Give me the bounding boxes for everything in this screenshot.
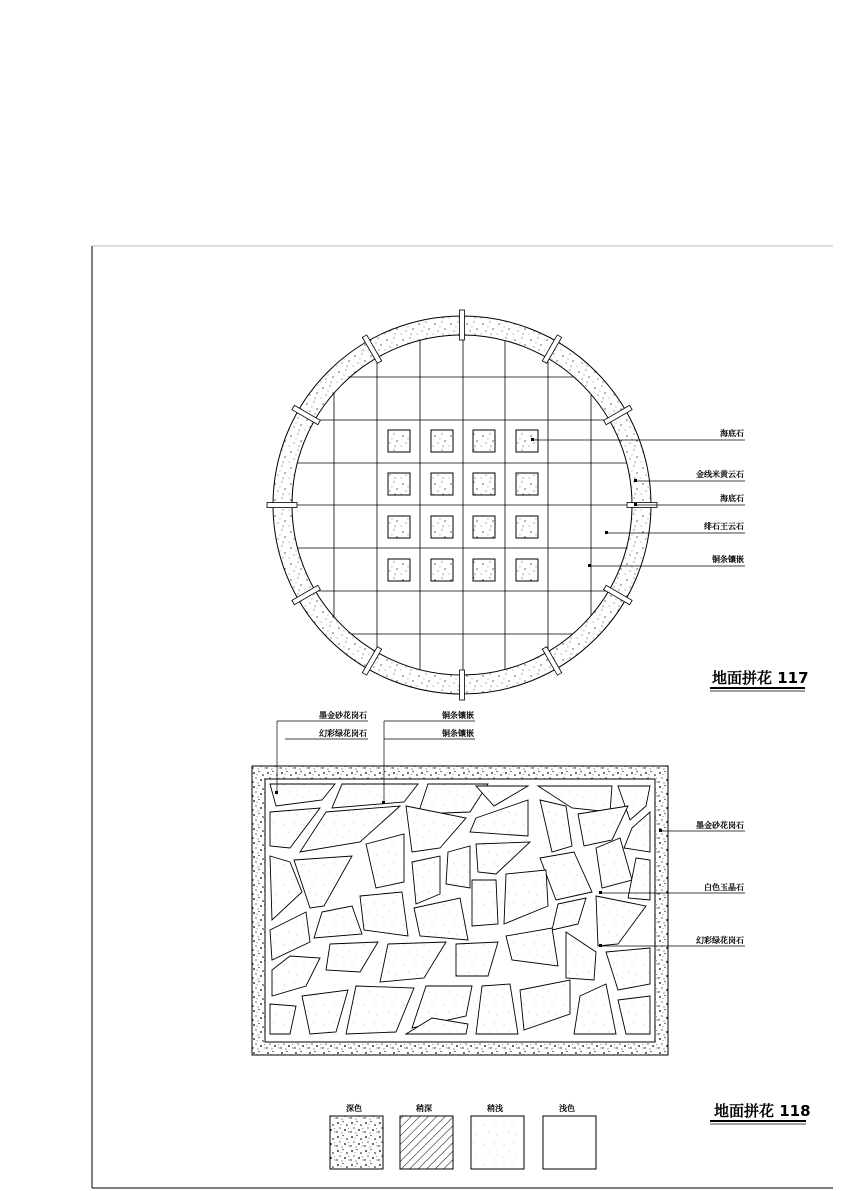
label-118-right-3: 幻彩绿花岗石 xyxy=(696,936,744,945)
inlay-tile xyxy=(473,559,495,581)
brass-strip xyxy=(460,310,465,340)
legend-label-3: 稍浅 xyxy=(487,1104,503,1113)
inlay-tile xyxy=(516,473,538,495)
inlay-tile xyxy=(473,473,495,495)
inlay-tile xyxy=(473,516,495,538)
label-118-top-4: 铜条镶嵌 xyxy=(442,729,474,738)
title-117: 地面拼花 117 xyxy=(712,669,809,687)
paving-stone xyxy=(472,880,498,926)
legend-swatch-light xyxy=(471,1116,524,1169)
brass-strip xyxy=(267,503,297,508)
label-118-top-2: 幻彩绿花岗石 xyxy=(319,729,367,738)
legend-swatch-hatch xyxy=(400,1116,453,1169)
brass-strip-body xyxy=(460,670,465,700)
inlay-tile xyxy=(516,559,538,581)
inlay-tile xyxy=(516,430,538,452)
label-117-4: 绯石王云石 xyxy=(704,522,744,531)
label-117-3: 海底石 xyxy=(720,494,744,503)
legend-label-1: 深色 xyxy=(346,1104,362,1113)
legend-label-2: 稍深 xyxy=(416,1104,432,1113)
brass-strip-body xyxy=(460,310,465,340)
legend-swatch-dark xyxy=(330,1116,383,1169)
brass-strip-body xyxy=(267,503,297,508)
label-118-top-1: 墨金砂花岗石 xyxy=(319,711,367,720)
label-117-2: 金线米黄云石 xyxy=(696,470,744,479)
label-118-right-2: 白色玉晶石 xyxy=(704,883,744,892)
paving-stone xyxy=(446,846,470,888)
inlay-tile xyxy=(388,559,410,581)
label-117-1: 海底石 xyxy=(720,429,744,438)
inlay-tile xyxy=(431,559,453,581)
paving-stone xyxy=(360,892,408,936)
inlay-tile xyxy=(388,430,410,452)
inlay-tile xyxy=(431,516,453,538)
inlay-tile xyxy=(388,473,410,495)
material-legend xyxy=(330,1103,596,1169)
inlay-tile xyxy=(473,430,495,452)
label-118-right-1: 墨金砂花岗石 xyxy=(696,821,744,830)
inlay-tile xyxy=(431,473,453,495)
legend-swatch-blank xyxy=(543,1116,596,1169)
inlay-tile xyxy=(388,516,410,538)
legend-label-4: 浅色 xyxy=(559,1104,575,1113)
label-118-top-3: 铜条镶嵌 xyxy=(442,711,474,720)
inlay-tile xyxy=(516,516,538,538)
inlay-tile xyxy=(431,430,453,452)
paving-118 xyxy=(252,766,668,1055)
title-118: 地面拼花 118 xyxy=(714,1102,811,1120)
label-117-5: 铜条镶嵌 xyxy=(712,555,744,564)
brass-strip xyxy=(460,670,465,700)
medallion-117 xyxy=(267,310,657,700)
